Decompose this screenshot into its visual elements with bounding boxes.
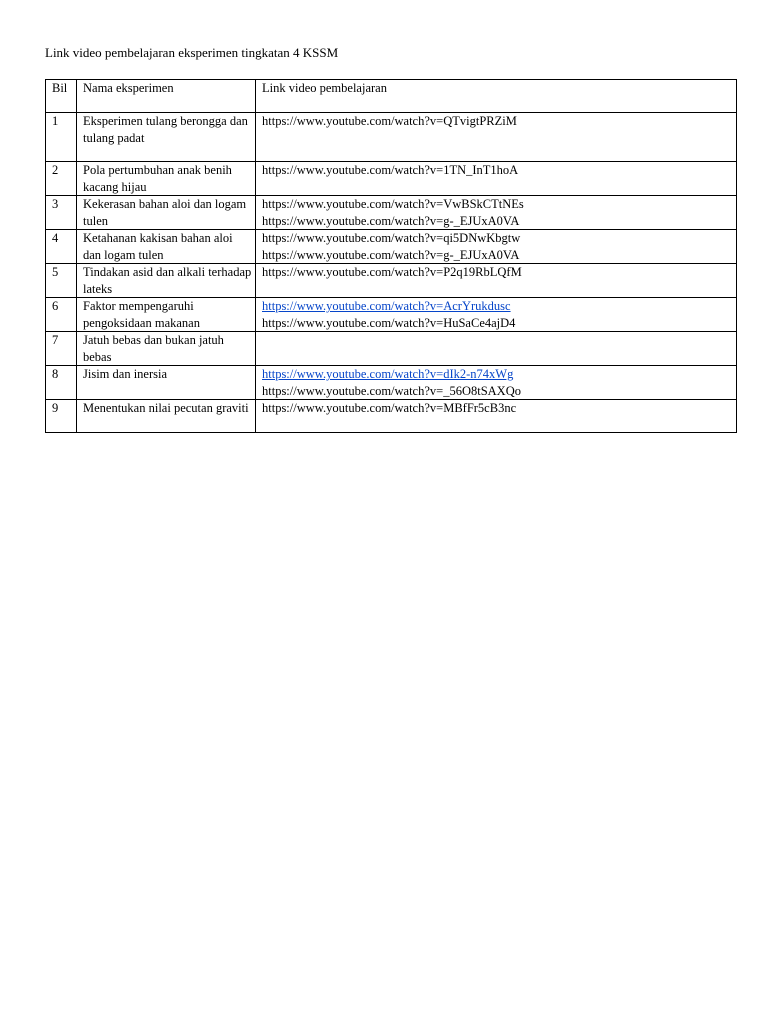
link-cell <box>256 366 737 400</box>
table-row <box>46 332 737 366</box>
table-row <box>46 400 737 433</box>
row-number: 5 <box>46 264 77 298</box>
video-link[interactable]: https://www.youtube.com/watch?v=P2q19RbLQfM <box>262 265 522 279</box>
link-cell <box>256 230 737 264</box>
header-no: Bil <box>46 80 77 113</box>
row-number: 6 <box>46 298 77 332</box>
row-number: 2 <box>46 162 77 196</box>
table-row <box>46 366 737 400</box>
table-header-row <box>46 80 737 113</box>
link-cell <box>256 113 737 162</box>
row-number: 8 <box>46 366 77 400</box>
experiment-name: Kekerasan bahan aloi dan logam tulen <box>77 196 256 230</box>
experiment-name: Jatuh bebas dan bukan jatuh bebas <box>77 332 256 366</box>
experiment-table <box>45 79 737 433</box>
link-cell <box>256 400 737 433</box>
experiment-name: Faktor mempengaruhi pengoksidaan makanan <box>77 298 256 332</box>
row-number: 9 <box>46 400 77 433</box>
video-link[interactable]: https://www.youtube.com/watch?v=1TN_InT1hoA <box>262 163 519 177</box>
row-number: 7 <box>46 332 77 366</box>
header-link: Link video pembelajaran <box>256 80 737 113</box>
experiment-name: Eksperimen tulang berongga dan tulang padat <box>77 113 256 162</box>
experiment-name: Ketahanan kakisan bahan aloi dan logam tulen <box>77 230 256 264</box>
link-cell <box>256 298 737 332</box>
video-link[interactable]: https://www.youtube.com/watch?v=g-_EJUxA0VA <box>262 213 520 228</box>
row-number: 1 <box>46 113 77 162</box>
experiment-name: Pola pertumbuhan anak benih kacang hijau <box>77 162 256 196</box>
table-row <box>46 230 737 264</box>
video-link[interactable]: https://www.youtube.com/watch?v=QTvigtPRZiM <box>262 114 517 128</box>
table-row <box>46 162 737 196</box>
row-number: 3 <box>46 196 77 230</box>
experiment-name: Jisim dan inersia <box>77 366 256 400</box>
video-link[interactable]: https://www.youtube.com/watch?v=VwBSkCTtNEs <box>262 197 524 211</box>
video-link[interactable]: https://www.youtube.com/watch?v=g-_EJUxA0VA <box>262 247 520 262</box>
link-cell <box>256 196 737 230</box>
video-link[interactable]: https://www.youtube.com/watch?v=qi5DNwKbgtw <box>262 231 521 245</box>
video-link[interactable]: https://www.youtube.com/watch?v=HuSaCe4ajD4 <box>262 315 516 330</box>
header-name: Nama eksperimen <box>77 80 256 113</box>
page-title: Link video pembelajaran eksperimen tingkatan 4 KSSM <box>45 45 339 60</box>
table-row <box>46 196 737 230</box>
table-row <box>46 113 737 162</box>
experiment-name: Menentukan nilai pecutan graviti <box>77 400 256 433</box>
video-hyperlink[interactable]: https://www.youtube.com/watch?v=AcrYrukdusc <box>262 299 511 313</box>
table-row <box>46 264 737 298</box>
video-link[interactable]: https://www.youtube.com/watch?v=_56O8tSAXQo <box>262 383 521 398</box>
link-cell-empty <box>256 332 737 366</box>
link-cell <box>256 162 737 196</box>
link-cell <box>256 264 737 298</box>
video-hyperlink[interactable]: https://www.youtube.com/watch?v=dIk2-n74xWg <box>262 367 514 381</box>
video-link[interactable]: https://www.youtube.com/watch?v=MBfFr5cB3nc <box>262 401 517 415</box>
row-number: 4 <box>46 230 77 264</box>
experiment-name: Tindakan asid dan alkali terhadap lateks <box>77 264 256 298</box>
table-row <box>46 298 737 332</box>
